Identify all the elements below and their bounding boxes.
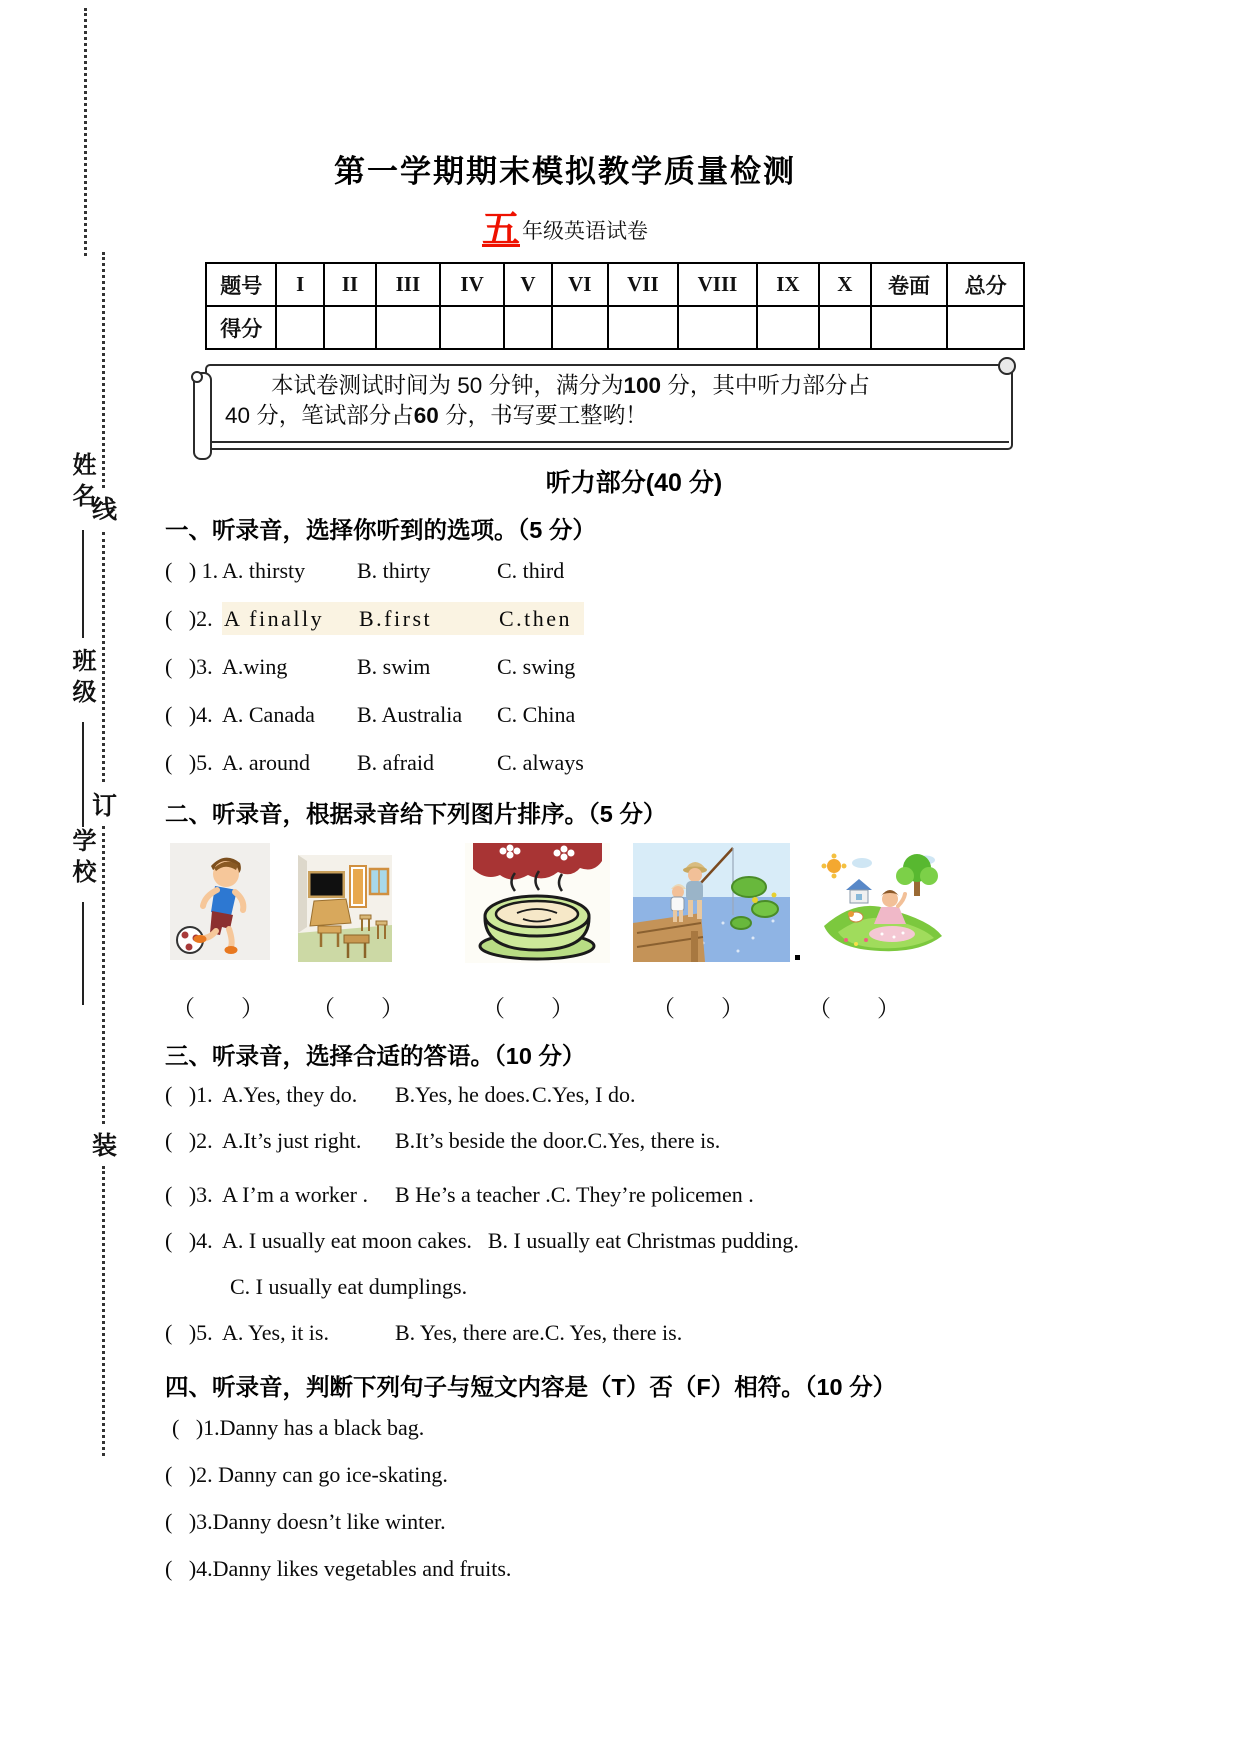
s4-item-2: [165, 1462, 448, 1488]
score-cell-empty: [819, 306, 871, 349]
score-col: II: [324, 263, 376, 306]
notice-line-2: [225, 401, 999, 431]
option-a: A.Yes, they do.: [222, 1082, 358, 1107]
option-b: B. I usually eat Christmas pudding.: [487, 1228, 799, 1253]
answer-paren: ( )2.: [165, 1128, 213, 1153]
option-b: B. thirty: [357, 558, 431, 583]
score-col: IV: [440, 263, 504, 306]
grade-number-red: 五: [481, 209, 520, 251]
score-cell-empty: [552, 306, 608, 349]
options: [222, 558, 564, 583]
binding-char-ding: 订: [92, 792, 118, 820]
picture-fishing: [633, 843, 790, 962]
score-cell-empty: [947, 306, 1024, 349]
options: [222, 654, 575, 679]
s1-item-4: [165, 702, 575, 728]
score-col-paper: 卷面: [871, 263, 948, 306]
answer-paren: ( )4.: [165, 702, 213, 727]
score-col-total: 总分: [947, 263, 1024, 306]
score-cell-empty: [440, 306, 504, 349]
s4-item-1: [165, 1415, 424, 1441]
binding-char-zhuang: 装: [92, 1132, 118, 1160]
score-col: IX: [757, 263, 819, 306]
school-blank-line: [82, 902, 84, 1005]
binding-dotted-line: [102, 1166, 105, 1456]
options: [222, 702, 575, 727]
option-c: C.then: [499, 606, 573, 631]
binding-dotted-line: [102, 826, 105, 1124]
picture-bowl-of-soup: [465, 843, 610, 963]
score-row-label: 得分: [206, 306, 276, 349]
score-cell-empty: [276, 306, 324, 349]
notice-line-1: [225, 371, 999, 401]
answer-blank: （ ）: [482, 996, 574, 1021]
option-c: C.Yes, I do.: [532, 1082, 636, 1107]
option-a: A. Yes, it is.: [222, 1320, 329, 1345]
s3-item-3: [165, 1182, 754, 1208]
option-b: B. swim: [357, 654, 431, 679]
s3-item-5: [165, 1320, 682, 1346]
answer-paren: ( )5.: [165, 750, 213, 775]
answer-blank: （ ）: [312, 996, 404, 1021]
option-a: A finally: [224, 606, 325, 631]
binding-dotted-line-top: [84, 8, 87, 256]
score-table: [205, 262, 1025, 350]
school-field-label: 学校: [68, 828, 95, 890]
score-cell-empty: [871, 306, 948, 349]
option-b: B. Yes, there are.: [395, 1320, 545, 1345]
option-a: A. I usually eat moon cakes.: [222, 1228, 472, 1253]
option-c: C. China: [497, 702, 576, 727]
statement: ( )1.Danny has a black bag.: [172, 1415, 425, 1440]
option-a: A.It’s just right.: [222, 1128, 362, 1153]
score-col: VII: [608, 263, 678, 306]
page-subtitle: [165, 198, 965, 253]
section-2-heading: 二、听录音，根据录音给下列图片排序。（5 分）: [165, 801, 667, 827]
s1-item-1: [165, 558, 564, 584]
picture-boy-playing-football: [170, 843, 270, 960]
score-table-header-row: [206, 263, 1024, 306]
answer-blank: （ ）: [652, 996, 744, 1021]
option-a: A I’m a worker .: [222, 1182, 369, 1207]
option-b: B.It’s beside the door.: [395, 1128, 588, 1153]
score-table-score-row: [206, 306, 1024, 349]
option-c: C. They’re policemen .: [550, 1182, 754, 1207]
listening-part-title: 听力部分(40 分): [545, 469, 723, 497]
binding-dotted-line: [102, 252, 105, 488]
option-a: A. thirsty: [222, 558, 306, 583]
scroll-curl-top-right: [998, 357, 1016, 375]
option-a: A. around: [222, 750, 310, 775]
binding-dotted-line: [102, 532, 105, 782]
s3-item-1: [165, 1082, 636, 1108]
option-c: C. swing: [497, 654, 576, 679]
class-field-label: 班级: [68, 648, 95, 710]
option-a: A. Canada: [222, 702, 315, 727]
answer-paren: ( )4.: [165, 1228, 213, 1253]
option-b: B. afraid: [357, 750, 434, 775]
score-col: X: [819, 263, 871, 306]
notice-seg-bold: 100: [623, 373, 662, 398]
option-c: C.Yes, there is.: [587, 1128, 721, 1153]
picture-row: [165, 843, 1045, 965]
option-b: B.Yes, he does.: [395, 1082, 531, 1107]
options-highlighted: [222, 602, 584, 635]
answer-blank: （ ）: [172, 996, 264, 1021]
s1-item-3: [165, 654, 575, 680]
score-col: V: [504, 263, 552, 306]
statement: ( )4.Danny likes vegetables and fruits.: [165, 1556, 512, 1581]
score-col: VIII: [678, 263, 757, 306]
binding-char-line: 线: [92, 496, 118, 524]
statement: ( )3.Danny doesn’t like winter.: [165, 1509, 446, 1534]
s3-item-4: [165, 1228, 799, 1254]
class-blank-line: [82, 722, 84, 827]
answer-paren: ( )1.: [165, 1082, 213, 1107]
s3-item-4-continuation: [165, 1274, 467, 1300]
answer-paren: ( ) 1.: [165, 558, 219, 583]
answer-paren: ( )3.: [165, 654, 213, 679]
options: [222, 750, 584, 775]
page-title: 第一学期期末模拟教学质量检测: [334, 154, 796, 189]
notice-seg: 40 分，笔试部分占: [225, 403, 414, 428]
option-b: B. Australia: [357, 702, 463, 727]
score-col: VI: [552, 263, 608, 306]
option-c: C. I usually eat dumplings.: [230, 1274, 468, 1299]
period-dot: [795, 955, 800, 960]
answer-paren: ( )5.: [165, 1320, 213, 1345]
answer-paren: ( )2.: [165, 606, 213, 631]
option-a: A.wing: [222, 654, 288, 679]
score-cell-empty: [757, 306, 819, 349]
option-c: C. Yes, there is.: [544, 1320, 683, 1345]
score-col: I: [276, 263, 324, 306]
answer-blank: （ ）: [808, 996, 900, 1021]
score-cell-empty: [608, 306, 678, 349]
section-1-heading: 一、听录音，选择你听到的选项。（5 分）: [165, 517, 596, 543]
s4-item-4: [165, 1556, 511, 1582]
option-b: B He’s a teacher .: [395, 1182, 551, 1207]
notice-seg-bold: 60: [413, 403, 439, 428]
score-cell-empty: [376, 306, 440, 349]
option-c: C. always: [497, 750, 584, 775]
option-c: C. third: [497, 558, 565, 583]
section-4-heading: 四、听录音，判断下列句子与短文内容是（T）否（F）相符。（10 分）: [165, 1374, 897, 1400]
statement: ( )2. Danny can go ice-skating.: [165, 1462, 448, 1487]
s4-item-3: [165, 1509, 446, 1535]
notice-scroll-banner: [195, 362, 1013, 450]
notice-seg: 分，其中听力部分占: [661, 373, 870, 398]
notice-seg: 本试卷测试时间为 50 分钟，满分为: [271, 373, 624, 398]
score-cell-empty: [504, 306, 552, 349]
picture-picnic: [818, 850, 948, 955]
s3-item-2: [165, 1128, 720, 1154]
answer-paren: ( )3.: [165, 1182, 213, 1207]
name-blank-line: [82, 530, 84, 638]
section-3-heading: 三、听录音，选择合适的答语。（10 分）: [165, 1043, 586, 1069]
score-cell-empty: [324, 306, 376, 349]
notice-seg: 分，书写要工整哟！: [438, 403, 648, 428]
answer-blank-row: [165, 990, 1045, 1022]
score-cell-empty: [678, 306, 757, 349]
picture-classroom: [298, 855, 392, 962]
subtitle-text: 年级英语试卷: [522, 220, 648, 243]
score-table-header-label: 题号: [206, 263, 276, 306]
s1-item-5: [165, 750, 584, 776]
scroll-roll-left: [193, 372, 212, 460]
name-field-label: 姓名: [68, 452, 95, 514]
notice-text: [225, 371, 999, 431]
score-col: III: [376, 263, 440, 306]
option-b: B.first: [359, 606, 433, 631]
s1-item-2: [165, 606, 584, 632]
